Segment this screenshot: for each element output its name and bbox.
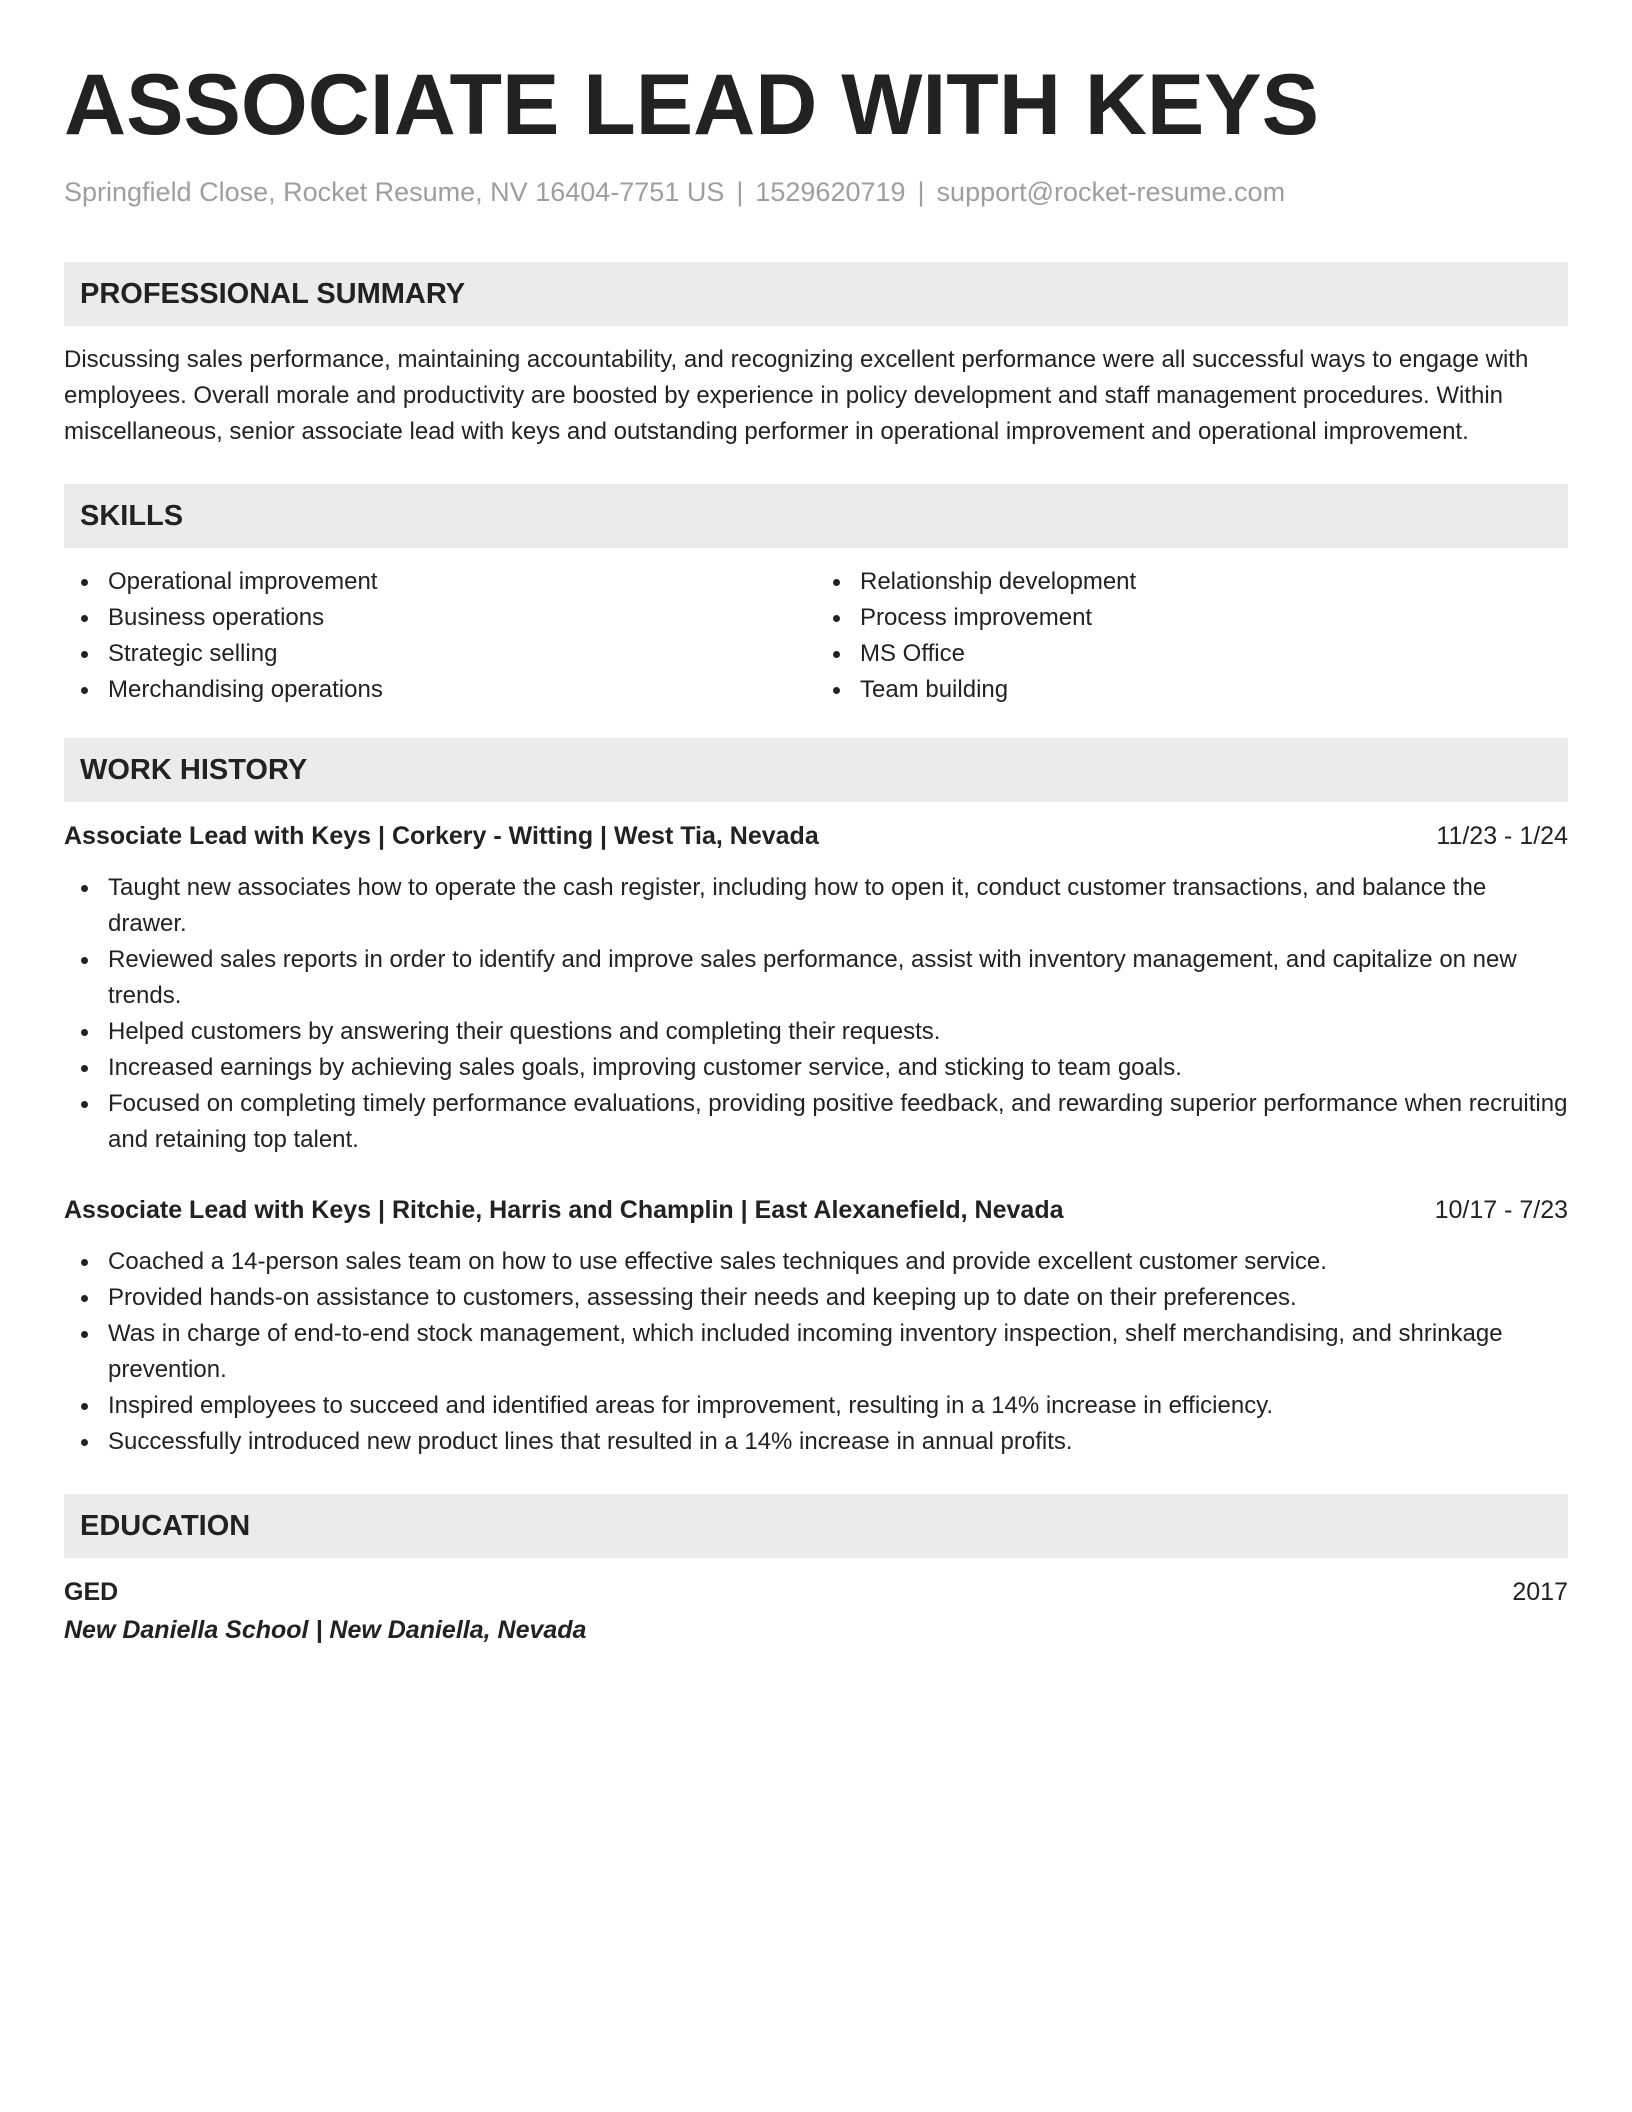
job-bullet: Increased earnings by achieving sales goals, improving customer service, and sticking to team goals. bbox=[64, 1050, 1568, 1086]
job-dates: 11/23 - 1/24 bbox=[1436, 822, 1568, 850]
job-entry bbox=[64, 818, 1568, 1158]
education-row bbox=[64, 1574, 1568, 1610]
contact-email[interactable]: support@rocket-resume.com bbox=[936, 177, 1286, 207]
skills-list bbox=[64, 564, 1568, 708]
job-dates: 10/17 - 7/23 bbox=[1434, 1196, 1568, 1224]
job-title: Associate Lead with Keys | Ritchie, Harris and Champlin | East Alexanefield, Nevada bbox=[64, 1196, 1064, 1224]
job-entry bbox=[64, 1192, 1568, 1460]
skill-item: Business operations bbox=[64, 600, 816, 636]
skill-item: MS Office bbox=[816, 636, 1568, 672]
job-title: Associate Lead with Keys | Corkery - Witting | West Tia, Nevada bbox=[64, 822, 819, 850]
skill-item: Process improvement bbox=[816, 600, 1568, 636]
contact-phone: 1529620719 bbox=[755, 177, 906, 207]
education-heading: EDUCATION bbox=[64, 1494, 1568, 1558]
education-year: 2017 bbox=[1512, 1578, 1568, 1606]
work-history-heading: WORK HISTORY bbox=[64, 738, 1568, 802]
skill-item: Relationship development bbox=[816, 564, 1568, 600]
job-bullet: Provided hands-on assistance to customers, assessing their needs and keeping up to date on their preferences. bbox=[64, 1280, 1568, 1316]
contact-address: Springfield Close, Rocket Resume, NV 16404-7751 US bbox=[64, 177, 725, 207]
skill-item: Team building bbox=[816, 672, 1568, 708]
job-bullet-list bbox=[64, 870, 1568, 1158]
job-bullet: Helped customers by answering their questions and completing their requests. bbox=[64, 1014, 1568, 1050]
job-title-row bbox=[64, 1192, 1568, 1228]
job-bullet: Coached a 14-person sales team on how to use effective sales techniques and provide excellent customer service. bbox=[64, 1244, 1568, 1280]
job-title-row bbox=[64, 818, 1568, 854]
skill-item: Operational improvement bbox=[64, 564, 816, 600]
contact-separator: | bbox=[736, 177, 744, 207]
skills-heading: SKILLS bbox=[64, 484, 1568, 548]
education-degree: GED bbox=[64, 1578, 119, 1606]
job-bullet: Successfully introduced new product lines that resulted in a 14% increase in annual profits. bbox=[64, 1424, 1568, 1460]
summary-text: Discussing sales performance, maintaining accountability, and recognizing excellent performance were all successful ways to engage with employees. Overall morale and productivity are boosted by experience in policy development and staff management procedures. Within miscellaneous, senior associate lead with keys and outstanding performer in operational improvement and operational improvement. bbox=[64, 346, 1529, 445]
skills-column-right bbox=[816, 564, 1568, 708]
skill-item: Merchandising operations bbox=[64, 672, 816, 708]
skill-item: Strategic selling bbox=[64, 636, 816, 672]
candidate-name: ASSOCIATE LEAD WITH KEYS bbox=[64, 57, 1320, 153]
contact-line bbox=[64, 174, 1568, 210]
job-bullet: Focused on completing timely performance evaluations, providing positive feedback, and rewarding superior performance when recruiting and retaining top talent. bbox=[64, 1086, 1568, 1158]
summary-heading: PROFESSIONAL SUMMARY bbox=[64, 262, 1568, 326]
job-bullet: Was in charge of end-to-end stock management, which included incoming inventory inspection, shelf merchandising, and shrinkage prevention. bbox=[64, 1316, 1568, 1388]
education-school: New Daniella School | New Daniella, Nevada bbox=[64, 1616, 587, 1644]
contact-separator: | bbox=[917, 177, 925, 207]
job-bullet-list bbox=[64, 1244, 1568, 1460]
job-bullet: Reviewed sales reports in order to identify and improve sales performance, assist with inventory management, and capitalize on new trends. bbox=[64, 942, 1568, 1014]
job-bullet: Taught new associates how to operate the cash register, including how to open it, conduct customer transactions, and balance the drawer. bbox=[64, 870, 1568, 942]
job-bullet: Inspired employees to succeed and identified areas for improvement, resulting in a 14% increase in efficiency. bbox=[64, 1388, 1568, 1424]
skills-column-left bbox=[64, 564, 816, 708]
